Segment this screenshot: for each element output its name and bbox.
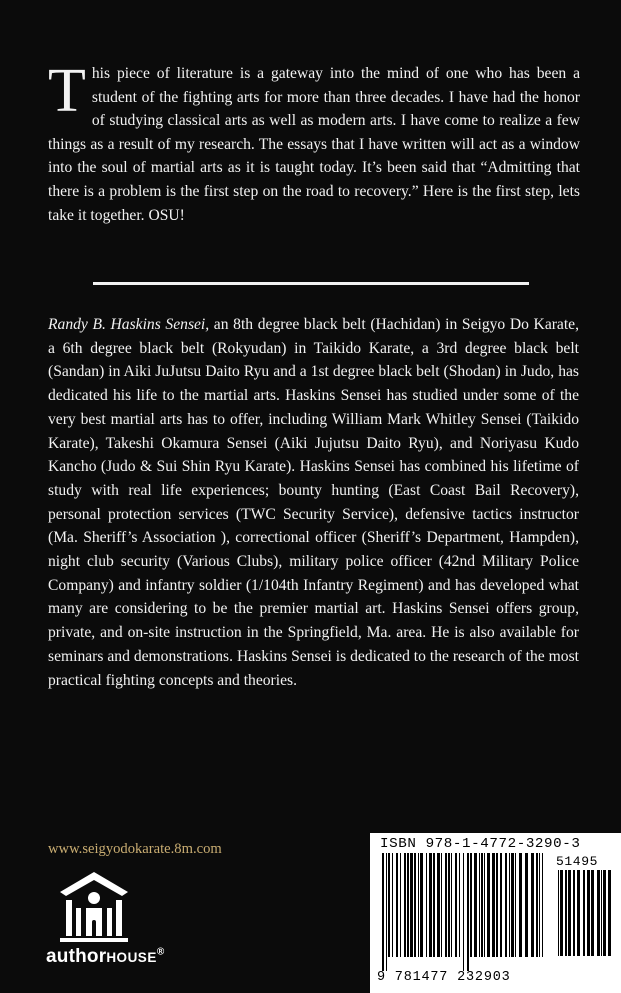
barcode-bar xyxy=(407,853,409,957)
barcode-bar xyxy=(396,853,398,957)
blurb-text: his piece of literature is a gateway into the mind of one who has been a student of the fighting arts for more than three decades. I have had the honor of studying classical arts as well as modern arts. I have come to realize a few things as a result of my research. The essays that I have written will act as a window into the soul of martial arts as it is taught today. It’s been said that “Admitting that there is a problem is the first step on the road to recovery.” Here is the first step, lets take it together. OSU! xyxy=(48,65,580,224)
back-cover-blurb xyxy=(48,57,580,227)
barcode-bar xyxy=(496,853,498,957)
barcode-bar xyxy=(426,853,427,957)
barcode-bar xyxy=(597,870,600,956)
barcode-bar xyxy=(500,853,502,957)
barcode-bar xyxy=(448,853,450,957)
barcode-bar xyxy=(429,853,432,957)
barcode-bar xyxy=(505,853,507,957)
barcode-bar xyxy=(459,853,460,957)
authorhouse-logo-icon xyxy=(46,868,186,988)
ean-barcode-icon xyxy=(380,853,548,971)
drop-cap: T xyxy=(48,57,86,125)
barcode-bar xyxy=(474,853,477,957)
barcode-bar xyxy=(441,853,442,957)
barcode-bar xyxy=(414,853,416,957)
website-link[interactable]: www.seigyodokarate.8m.com xyxy=(48,841,222,857)
bio-text: an 8th degree black belt (Hachidan) in Seigyo Do Karate, a 6th degree black belt (Rokyudan) in Taikido Karate, a 3rd degree black belt (Sandan) in Aiki JuJutsu Daito Ryu and a 1st degree black belt (Shodan) in Judo, has dedicated his life to the martial arts. Haskins Sensei has studied under some of the very best martial arts has to offer, including William Mark Whitley Sensei (Taikido Karate), Takeshi Okamura Sensei (Aiki Jujutsu Daito Ryu), and Noriyasu Kudo Kancho (Judo & Sui Shin Ryu Karate). Haskins Sensei has combined his lifetime of study with real life experiences; bounty hunting (East Coast Bail Recovery), personal protection services (TWC Security Service), defensive tactics instructor (Ma. Sheriff’s Association ), correctional officer (Sheriff’s Department, Hampden), night club security (Various Clubs), military police officer (42nd Military Police Company) and infantry soldier (1/104th Infantry Regiment) and has developed what many are considering to be the premier martial art. Haskins Sensei offers group, private, and on-site instruction in the Springfield, Ma. area. He is also available for seminars and demonstrations. Haskins Sensei is dedicated to the research of the most practical fighting concepts and theories. xyxy=(48,316,580,689)
author-name: Randy B. Haskins Sensei, xyxy=(48,316,210,333)
barcode-bar xyxy=(573,870,575,956)
barcode-bar xyxy=(437,853,440,957)
barcode-bar xyxy=(608,870,611,956)
barcode-bar xyxy=(509,853,510,957)
price-barcode-icon xyxy=(556,870,614,970)
barcode-bar xyxy=(539,853,540,957)
barcode-bar xyxy=(511,853,514,957)
price-code-label: 51495 xyxy=(556,854,599,869)
barcode-bar xyxy=(433,853,435,957)
barcode-bar xyxy=(536,853,538,957)
barcode-bar xyxy=(531,853,534,957)
barcode-bar xyxy=(601,870,602,956)
barcode-bar xyxy=(470,853,472,957)
barcode-bar xyxy=(519,853,522,957)
barcode-bar xyxy=(487,853,490,957)
divider-rule xyxy=(93,282,529,285)
barcode-bar xyxy=(467,853,469,971)
barcode-bar xyxy=(404,853,406,957)
barcode-bar xyxy=(603,870,606,956)
barcode-bar xyxy=(484,853,485,957)
publisher-word-author: author xyxy=(46,946,107,967)
barcode-bar xyxy=(568,870,571,956)
publisher-word-house: HOUSE xyxy=(106,950,157,965)
barcode-bar xyxy=(382,853,384,971)
barcode-bar xyxy=(481,853,483,957)
barcode-bar xyxy=(525,853,528,957)
barcode-bar xyxy=(445,853,447,957)
barcode-bar xyxy=(577,870,580,956)
barcode-bar xyxy=(583,870,585,956)
barcode-bar xyxy=(386,853,387,971)
barcode-bar xyxy=(591,870,594,956)
barcode-bar xyxy=(492,853,495,957)
author-bio xyxy=(48,313,579,692)
registered-mark: ® xyxy=(156,946,165,958)
barcode-bar xyxy=(565,870,567,956)
barcode-bar xyxy=(463,853,464,971)
barcode-bar xyxy=(410,853,413,957)
barcode-bar xyxy=(451,853,452,957)
isbn-label: ISBN 978-1-4772-3290-3 xyxy=(380,836,581,852)
barcode-bar xyxy=(400,853,401,957)
barcode-bar xyxy=(558,870,559,956)
barcode-bar xyxy=(560,870,563,956)
barcode-bar xyxy=(479,853,480,957)
barcode-bar xyxy=(587,870,590,956)
barcode-bar xyxy=(515,853,516,957)
barcode-bar xyxy=(420,853,423,957)
barcode-bar xyxy=(418,853,419,957)
ean-number-label: 9 781477 232903 xyxy=(377,970,511,985)
barcode-bar xyxy=(542,853,543,957)
barcode-bar xyxy=(455,853,457,957)
publisher-wordmark xyxy=(46,946,164,968)
barcode-bar xyxy=(388,853,390,957)
barcode-bar xyxy=(392,853,393,957)
